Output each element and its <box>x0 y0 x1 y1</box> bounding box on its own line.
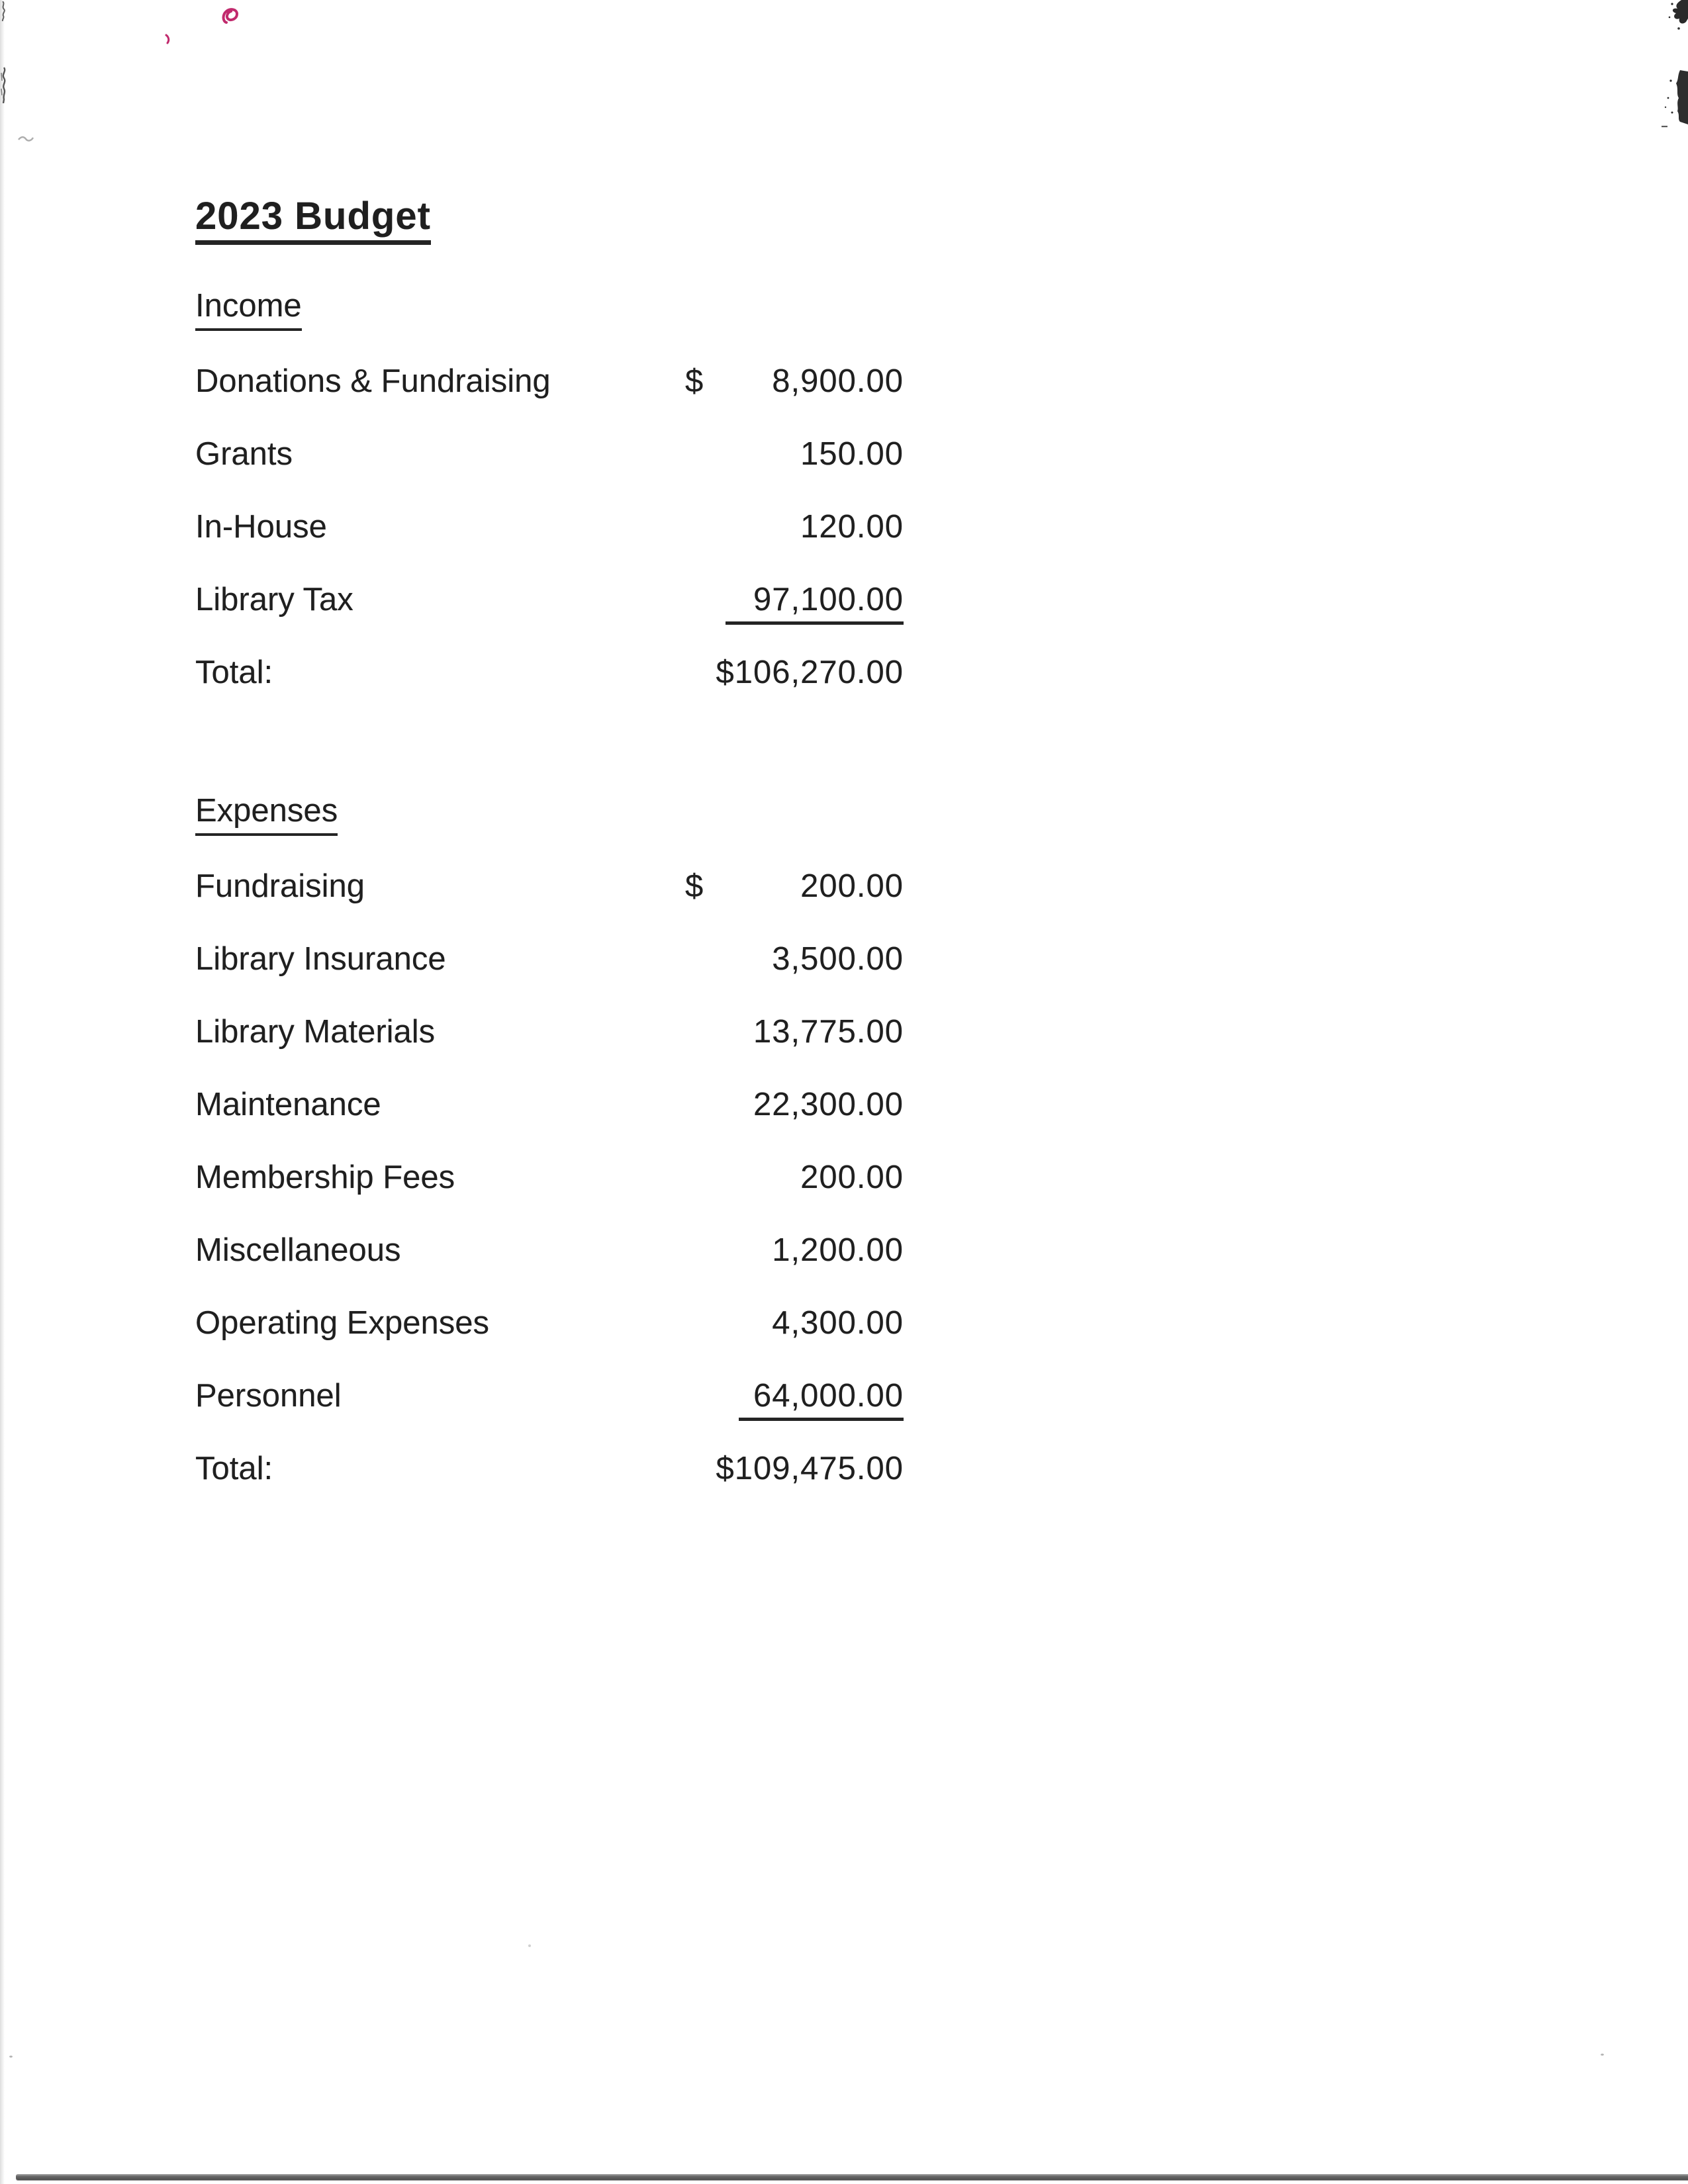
table-row <box>195 435 904 473</box>
row-amount: 13,775.00 <box>753 1014 904 1050</box>
page-title: 2023 Budget <box>195 196 904 245</box>
expenses-section-header: Expenses <box>195 792 904 836</box>
table-row <box>195 363 904 400</box>
total-row <box>195 654 904 692</box>
pink-ink-mark <box>217 3 245 30</box>
total-amount-cell <box>685 1450 904 1488</box>
row-amount-cell <box>685 868 904 905</box>
table-row <box>195 1159 904 1197</box>
row-label: Fundraising <box>195 868 365 904</box>
table-row <box>195 1086 904 1124</box>
row-amount: 3,500.00 <box>772 941 904 977</box>
total-label: Total: <box>195 655 273 690</box>
row-label: Membership Fees <box>195 1160 455 1195</box>
table-row <box>195 868 904 905</box>
row-amount: 200.00 <box>800 1160 904 1195</box>
row-label: Library Insurance <box>195 941 446 977</box>
row-amount-cell <box>685 1013 904 1051</box>
row-amount: 22,300.00 <box>753 1087 904 1122</box>
row-amount: 150.00 <box>800 436 904 472</box>
total-amount: $109,475.00 <box>716 1451 904 1486</box>
total-label: Total: <box>195 1451 273 1486</box>
row-label: Library Tax <box>195 582 353 617</box>
edge-mark-top-left <box>0 1 8 21</box>
currency-sign: $ <box>685 868 704 904</box>
income-section <box>195 287 904 692</box>
table-row <box>195 940 904 978</box>
row-label: Personnel <box>195 1378 342 1414</box>
currency-sign: $ <box>685 363 704 399</box>
table-row <box>195 1377 904 1415</box>
row-amount-cell <box>685 1159 904 1197</box>
row-amount-cell <box>685 581 904 625</box>
budget-document <box>195 196 904 1523</box>
total-amount-cell <box>685 654 904 692</box>
expenses-section <box>195 792 904 1488</box>
ink-blotch-top-right <box>1659 0 1688 32</box>
row-amount: 8,900.00 <box>772 363 904 399</box>
row-amount: 4,300.00 <box>772 1305 904 1341</box>
scan-speck <box>528 1944 531 1947</box>
row-amount-cell <box>685 1086 904 1124</box>
row-label: Grants <box>195 436 293 472</box>
row-amount-cell <box>685 1377 904 1421</box>
row-amount-cell <box>685 363 904 400</box>
row-amount-cell <box>685 508 904 546</box>
paper-edge-shading <box>0 0 5 2184</box>
scan-edge-bar <box>16 2174 1688 2180</box>
row-amount-cell <box>685 940 904 978</box>
row-amount: 200.00 <box>800 868 904 904</box>
row-label: Miscellaneous <box>195 1232 401 1268</box>
row-amount-cell <box>685 435 904 473</box>
table-row <box>195 1013 904 1051</box>
row-label: Operating Expenses <box>195 1305 489 1341</box>
total-amount: $106,270.00 <box>716 655 904 690</box>
table-row <box>195 1232 904 1269</box>
row-label: Maintenance <box>195 1087 381 1122</box>
row-amount-cell <box>685 1232 904 1269</box>
row-label: Library Materials <box>195 1014 436 1050</box>
income-section-header: Income <box>195 287 904 331</box>
table-row <box>195 1304 904 1342</box>
scan-speck <box>9 2056 13 2058</box>
row-amount-underlined: 97,100.00 <box>726 581 904 625</box>
table-row <box>195 508 904 546</box>
row-label: Donations & Fundraising <box>195 363 551 399</box>
row-amount-underlined: 64,000.00 <box>739 1377 904 1421</box>
row-amount-cell <box>685 1304 904 1342</box>
table-row <box>195 581 904 619</box>
edge-mark-left <box>0 66 9 103</box>
row-amount: 1,200.00 <box>772 1232 904 1268</box>
total-row <box>195 1450 904 1488</box>
scan-speck <box>1601 2054 1604 2056</box>
row-amount: 120.00 <box>800 509 904 545</box>
ink-smudge-right-edge <box>1658 69 1688 128</box>
row-label: In-House <box>195 509 327 545</box>
pink-ink-dot <box>163 33 173 45</box>
pencil-tilde-mark <box>17 134 34 143</box>
